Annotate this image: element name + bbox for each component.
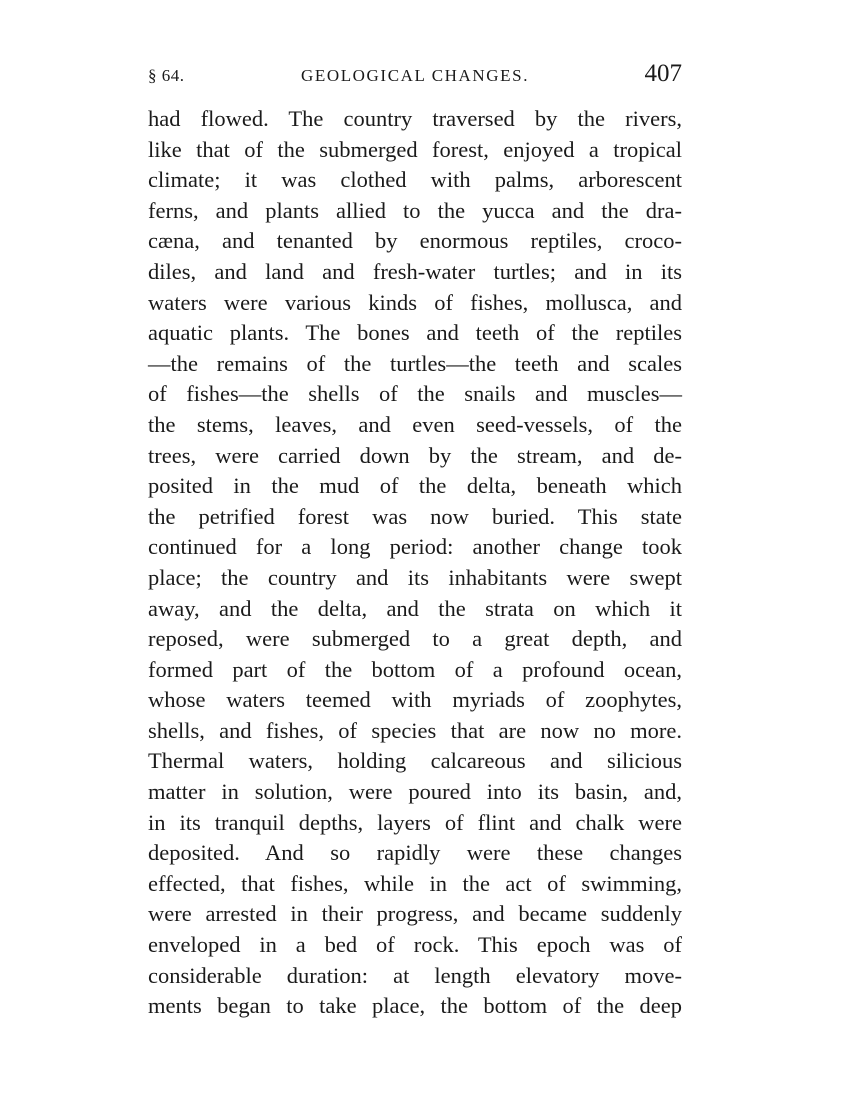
running-head xyxy=(148,60,682,94)
text-line: had flowed. The country traversed by the rivers, xyxy=(148,106,682,131)
text-line: place; the country and its inhabitants were swept xyxy=(148,564,682,590)
text-line: ments began to take place, the bottom of the deep xyxy=(148,993,682,1019)
text-line: in its tranquil depths, layers of flint and chalk were xyxy=(148,809,682,835)
text-line: were arrested in their progress, and became suddenly xyxy=(148,901,682,927)
text-line: enveloped in a bed of rock. This epoch was of xyxy=(148,932,682,958)
text-line: continued for a long period: another change took xyxy=(148,534,682,560)
text-line: ferns, and plants allied to the yucca and the dra- xyxy=(148,197,682,223)
text-line: matter in solution, were poured into its basin, and, xyxy=(148,779,682,805)
text-line: diles, and land and fresh-water turtles; and in its xyxy=(148,258,682,284)
running-title: GEOLOGICAL CHANGES. xyxy=(300,66,530,85)
section-number: § 64. xyxy=(148,66,185,85)
text-line: shells, and fishes, of species that are now no more. xyxy=(148,717,682,743)
text-line: the stems, leaves, and even seed-vessels, of the xyxy=(148,411,682,437)
text-line: effected, that fishes, while in the act of swimming, xyxy=(148,870,682,896)
text-line: trees, were carried down by the stream, and de- xyxy=(148,442,682,468)
text-line: of fishes—the shells of the snails and muscles— xyxy=(148,381,682,407)
text-line: climate; it was clothed with palms, arborescent xyxy=(148,167,682,193)
text-line: whose waters teemed with myriads of zoophytes, xyxy=(148,687,682,713)
body-paragraph xyxy=(148,104,682,1022)
text-line: posited in the mud of the delta, beneath which xyxy=(148,473,682,499)
text-line: Thermal waters, holding calcareous and silicious xyxy=(148,748,682,774)
page-number: 407 xyxy=(644,60,682,87)
text-line: away, and the delta, and the strata on which it xyxy=(148,595,682,621)
text-line: deposited. And so rapidly were these changes xyxy=(148,840,682,866)
text-line: waters were various kinds of fishes, mollusca, and xyxy=(148,289,682,315)
text-line: like that of the submerged forest, enjoyed a tropical xyxy=(148,136,682,162)
text-line: the petrified forest was now buried. This state xyxy=(148,503,682,529)
text-line: reposed, were submerged to a great depth, and xyxy=(148,626,682,652)
text-line: aquatic plants. The bones and teeth of the reptiles xyxy=(148,320,682,346)
text-line: considerable duration: at length elevatory move- xyxy=(148,962,682,988)
text-line: formed part of the bottom of a profound ocean, xyxy=(148,656,682,682)
text-line: —the remains of the turtles—the teeth and scales xyxy=(148,350,682,376)
text-line: cæna, and tenanted by enormous reptiles, croco- xyxy=(148,228,682,254)
